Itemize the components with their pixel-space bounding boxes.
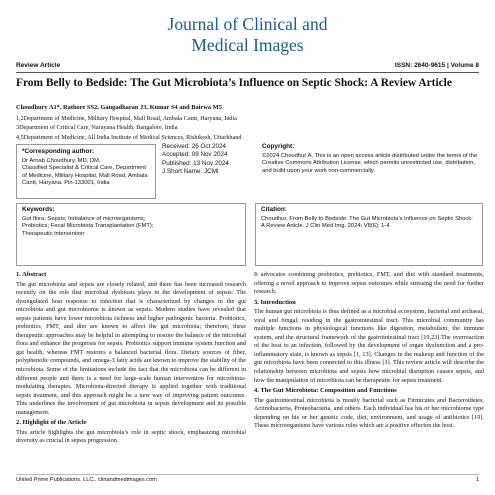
keywords-line: Gut flora; Sepsis; Imbalance of microorganisms; [22,215,146,222]
highlight-heading: 2. Highlight of the Article [16,419,87,427]
received-date: Received: 26 Oct 2024 [162,143,227,150]
affiliation-item: 4,5Department of Medicine, All India Institute of Medical Sciences, Rishikesh, Uttarkhand [16,133,242,141]
introduction-heading: 3. Introduction [254,298,296,306]
author-list: Choudhury A1*, Rathore SS2, Gangadharan J3, Kumar S4 and Bairwa M5 [16,104,222,111]
journal-title-line1: Journal of Clinical and [167,14,328,34]
header-divider [16,72,479,73]
gut-microbiota-text: The gastrointestinal microbiota is mostly bacterial such as Firmicutes and Bacteroidetes, Actinobacteria, Proteobacteria, and others. Each individual has his or her microbiome type depending on his or her genetic code, diet, environment, and usage of antibiotics [19]. These microorganisms have various roles which are a positive effecton the host. [254,396,484,430]
gut-microbiota-heading: 4. The Gut Microbiota: Composition and Functions [254,387,397,395]
keywords-title: Keywords: [22,206,55,213]
citation-title: Citation: [261,206,287,213]
affiliation-item: 1,2Department of Medicine, Military Hospital, Mall Road, Ambala Cantt, Haryana, India [16,115,237,122]
copyright-text: ©2024 Choudhur A, This is an open access article distributed under the terms of the Creative Commons Attribution License, which permits unrestricted use, distribution, and build upon your work non-commercially. [262,152,478,174]
affiliations [16,114,479,142]
footer-divider [16,474,479,475]
affiliation-item: 3Department of Critical Care, Narayana Health, Bangalore, India [16,124,178,132]
page-footer [16,477,479,483]
highlight-text: This article highlights the gut microbiota’s role in septic shock, emphasizing microbial diversity as crucial in sepsis progression. [16,428,246,445]
dates-block [162,143,257,176]
abstract-heading: 1. Abstract [16,271,47,278]
corresponding-author-title: *Corresponding author: [22,148,95,155]
meta-row [16,62,479,72]
corresponding-author-box [16,144,156,199]
corresponding-line: of Medicine, Military Hospital, Mall Road, Ambala [22,172,148,179]
keywords-line: Therapeutic intervention [22,230,85,237]
keywords-line: Probiotics; Fecal Microbiota Transplantation (FMT); [22,223,154,230]
page-number: 1 [475,477,479,483]
journal-short-name: J Short Name: JCMI [162,167,219,175]
article-title: From Belly to Bedside: The Gut Microbiota’s Influence on Septic Shock: A Review Article [16,77,452,89]
article-type: Review Article [16,62,61,69]
citation-text: Choudhur, From Belly to Bedside: The Gut Microbiota’s Influence on Septic Shock: A Review Article. J Clin Med Img. 2024; V8(6): 1-4 [261,215,473,230]
citation-box [255,203,483,266]
body-column-left [16,271,246,448]
introduction-text: The human gut microbiota is thus defined as a microbial ecosystem, bacterial and archaeal, viral and fungal, residing in the gastrointestinal tract. This microbial community has multiple functions in physiological functions like digestion, metabolism, the immune system, and the structural framework of the gastrointestinal tract [19,23].The overreaction of the host to an infection, followed by the development of organ dysfunction and a pro-inflammatory state, is known as sepsis [1, 13]. Changes in the makeup and function of the gut microbiota have been connected to this illness [1]. This review article will describe the relationship between microbiota and sepsis how microbial disruption causes sepsis, and how the manipulation of microbiota can be therapeutic for sepsis treatment. [254,308,484,384]
copyright-block [262,143,482,175]
published-date: Published: 13 Nov 2024 [162,159,229,167]
publisher-line: United Prime Publications. LLC., clinandmedimages.com [16,477,157,483]
corresponding-line: Classified Specialist & Critical Care, Department [22,165,147,172]
journal-title [0,14,495,56]
issn-volume: ISSN: 2640-9615 | Volume 8 [394,62,479,69]
highlight-continued: It advocates combining probiotics, prebiotics, FMT, and diet with standard treatments, offering a novel approach to improve sepsis outcomes while stressing the need for further research. [254,271,484,296]
copyright-title: Copyright: [262,143,295,150]
corresponding-line: Dr Arnab Choudhury, MD, DM, [22,157,101,164]
keywords-box [16,203,246,266]
body-column-right [254,271,484,433]
journal-title-line2: Medical Images [191,35,304,55]
corresponding-line: Cantt, Haryana. Pin-133001, India [22,180,110,187]
accepted-date: Accepted: 09 Nov 2024 [162,151,228,159]
abstract-text: The gut microbiota and sepsis are closely related, and there has been increased research recently on the role that microbial dysbiosis plays in the development of sepsis. The dysregulated host response to infection that is characterized by changes in the gut microbiota and gut microbiome is known as sepsis. Modern studies have revealed that sepsis patients have lower microbiota richness and higher pathogenic bacteria. Probiotics, prebiotics, FMT, and diet are known to affect the gut microbiota; therefore, these therapeutic approaches may be helpful in attempting to restore the balance of the microbial flora and enhance the prognosis for sepsis. Probiotics support immune system function and gut health, whereas FMT restores a balanced bacterial flora. Dietary sources of fiber, polyphenolic compounds, and omega-3 fatty acids are known to improve the stability of the microbiota. Some of the limitations include the fact that the microbiota can be different in different people and there is a need for large-scale human intervention for microbiota-modulating therapies. Microbiota-directed therapy is applied together with traditional sepsis treatment, and this approach might be a new way of improving patient outcomes. This underlines the involvement of gut microbiota in sepsis development and its possible management. [16,280,246,416]
